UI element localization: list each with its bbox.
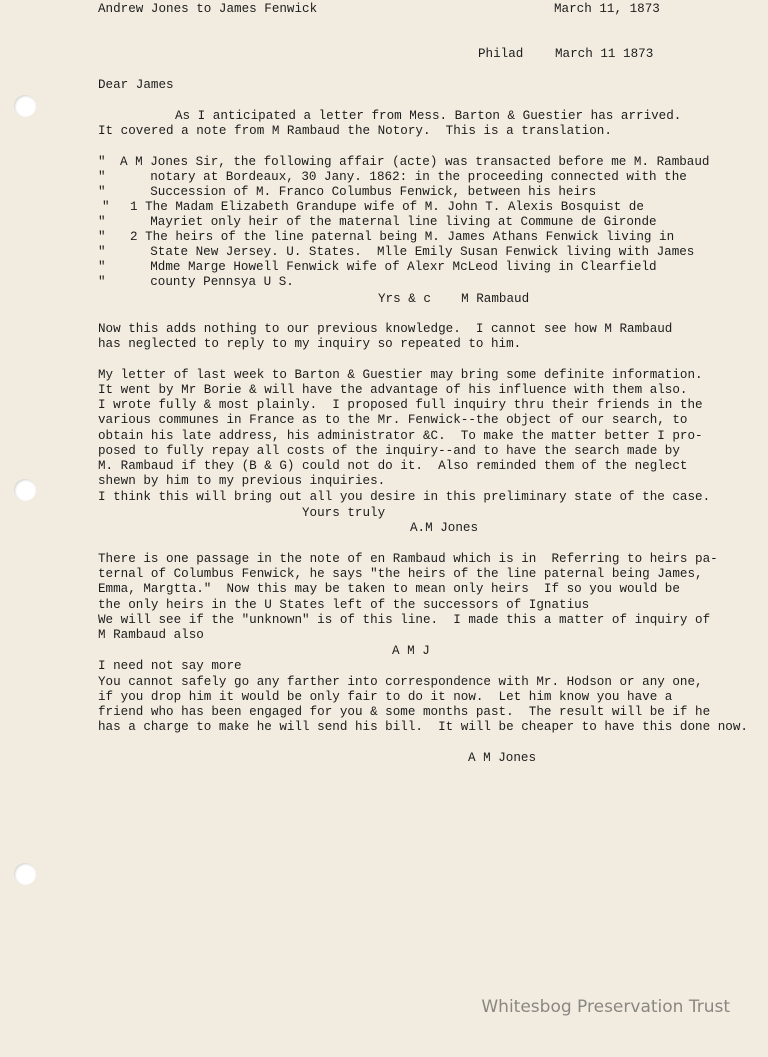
- quote-line: Mdme Marge Howell Fenwick wife of Alexr McLeod living in Clearfield: [120, 260, 657, 274]
- paragraph-line: M. Rambaud if they (B & G) could not do it. Also reminded them of the neglect: [98, 459, 688, 473]
- postscript-line: ternal of Columbus Fenwick, he says "the heirs of the line paternal being James,: [98, 567, 703, 581]
- quote-mark: ": [98, 215, 106, 229]
- postscript-line: We will see if the "unknown" is of this line. I made this a matter of inquiry of: [98, 613, 711, 627]
- intro-line: It covered a note from M Rambaud the Notory. This is a translation.: [98, 124, 612, 138]
- salutation: Dear James: [98, 78, 174, 92]
- binder-hole-middle: [14, 479, 36, 501]
- binder-hole-bottom: [14, 863, 36, 885]
- binder-hole-top: [14, 95, 36, 117]
- quote-mark: ": [98, 185, 106, 199]
- quote-line: State New Jersey. U. States. Mlle Emily Susan Fenwick living with James: [120, 245, 695, 259]
- paragraph-line: Now this adds nothing to our previous knowledge. I cannot see how M Rambaud: [98, 322, 673, 336]
- final-signature: A M Jones: [468, 751, 537, 765]
- initials: A M J: [392, 644, 430, 658]
- quote-line: notary at Bordeaux, 30 Jany. 1862: in the proceeding connected with the: [120, 170, 687, 184]
- closing: Yours truly: [302, 506, 386, 520]
- postscript-line: Emma, Margtta." Now this may be taken to mean only heirs If so you would be: [98, 582, 680, 596]
- paragraph-line: has neglected to reply to my inquiry so repeated to him.: [98, 337, 522, 351]
- postscript-line: if you drop him it would be only fair to do it now. Let him know you have a: [98, 690, 673, 704]
- postscript-line: M Rambaud also: [98, 628, 204, 642]
- quote-line: Succession of M. Franco Columbus Fenwick, between his heirs: [120, 185, 597, 199]
- paragraph-line: posed to fully repay all costs of the inquiry--and to have the search made by: [98, 444, 680, 458]
- intro-line: As I anticipated a letter from Mess. Barton & Guestier has arrived.: [175, 109, 682, 123]
- quote-line: county Pennsya U S.: [120, 275, 294, 289]
- letter-date: March 11 1873: [555, 47, 654, 61]
- signature: A.M Jones: [410, 521, 479, 535]
- paragraph-line: My letter of last week to Barton & Guestier may bring some definite information.: [98, 368, 703, 382]
- quote-line: A M Jones Sir, the following affair (acte) was transacted before me M. Rambaud: [120, 155, 710, 169]
- paragraph-line: I wrote fully & most plainly. I proposed full inquiry thru their friends in the: [98, 398, 703, 412]
- quote-mark: ": [98, 245, 106, 259]
- quote-line: 1 The Madam Elizabeth Grandupe wife of M. John T. Alexis Bosquist de: [130, 200, 644, 214]
- paragraph-line: shewn by him to my previous inquiries.: [98, 474, 386, 488]
- quote-mark: ": [102, 200, 110, 214]
- postscript-line: There is one passage in the note of en Rambaud which is in Referring to heirs pa-: [98, 552, 718, 566]
- quote-mark: ": [98, 260, 106, 274]
- postscript-line: friend who has been engaged for you & some months past. The result will be if he: [98, 705, 711, 719]
- letter-place: Philad: [478, 47, 524, 61]
- paragraph-line: It went by Mr Borie & will have the advantage of his influence with them also.: [98, 383, 688, 397]
- postscript-line: has a charge to make he will send his bill. It will be cheaper to have this done now.: [98, 720, 748, 734]
- quote-mark: ": [98, 275, 106, 289]
- paragraph-line: obtain his late address, his administrator &C. To make the matter better I pro-: [98, 429, 703, 443]
- quote-mark: ": [98, 170, 106, 184]
- quote-line: 2 The heirs of the line paternal being M. James Athans Fenwick living in: [130, 230, 675, 244]
- quote-mark: ": [98, 230, 106, 244]
- paragraph-line: I think this will bring out all you desire in this preliminary state of the case.: [98, 490, 711, 504]
- quote-signoff: Yrs & c M Rambaud: [378, 292, 530, 306]
- postscript-line: I need not say more: [98, 659, 242, 673]
- postscript-line: the only heirs in the U States left of the successors of Ignatius: [98, 598, 590, 612]
- postscript-line: You cannot safely go any farther into correspondence with Mr. Hodson or any one,: [98, 675, 703, 689]
- quote-line: Mayriet only heir of the maternal line living at Commune de Gironde: [120, 215, 657, 229]
- paragraph-line: various communes in France as to the Mr. Fenwick--the object of our search, to: [98, 413, 688, 427]
- document-title: Andrew Jones to James Fenwick: [98, 2, 318, 16]
- quote-mark: ": [98, 155, 106, 169]
- document-date: March 11, 1873: [554, 2, 660, 16]
- watermark: Whitesbog Preservation Trust: [481, 997, 730, 1017]
